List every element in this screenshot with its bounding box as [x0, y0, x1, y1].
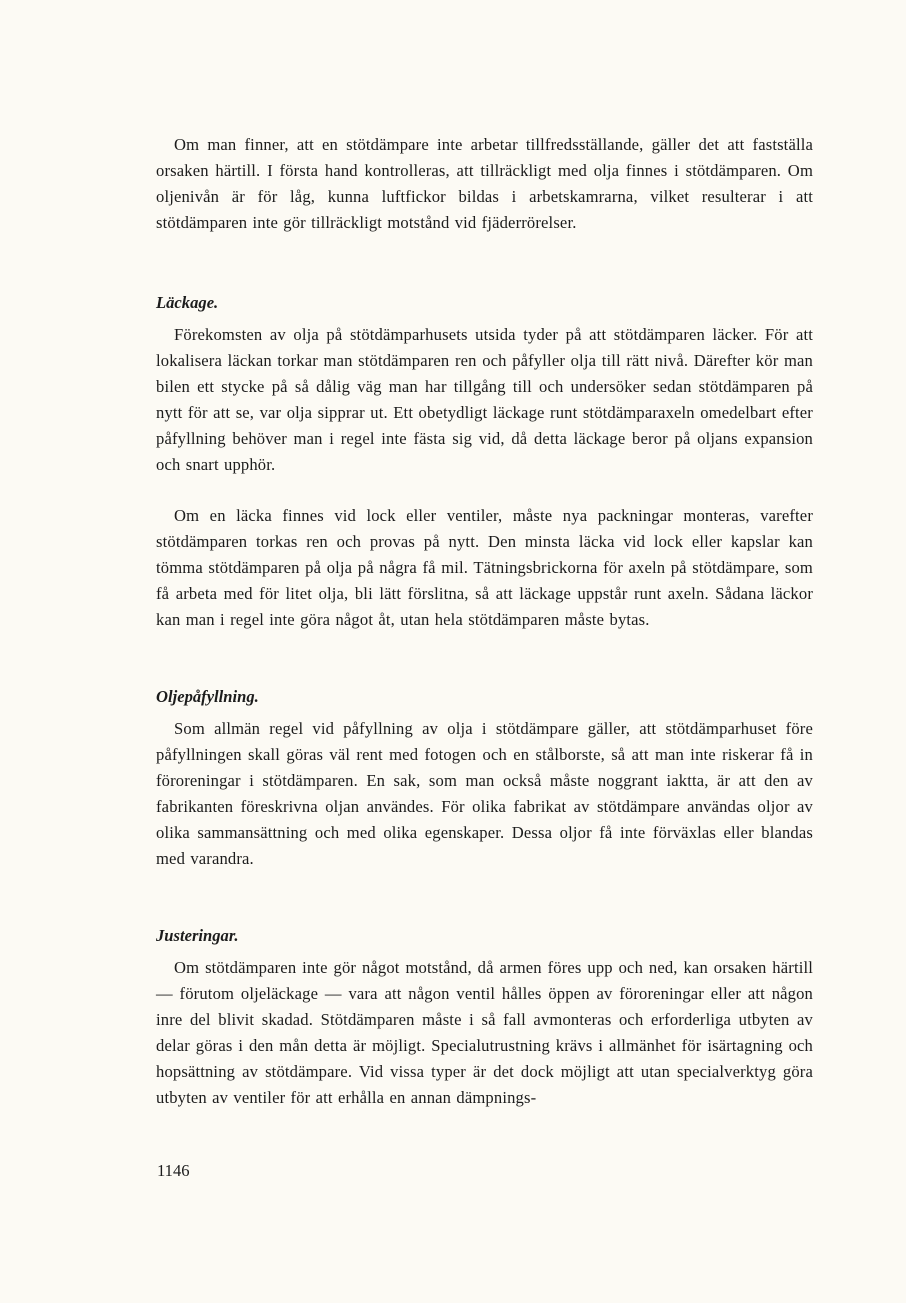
lackage-paragraph-2: Om en läcka finnes vid lock eller ventiler, måste nya packningar monteras, varefter stötdämparen torkas ren och provas på nytt. Den minsta läcka vid lock eller kapslar kan tömma stötdämparen på olja på några få mil. Tätningsbrickorna för axeln på stötdämpare, som få arbeta med för litet olja, bli lätt förslitna, så att läckage uppstår runt axeln. Sådana läckor kan man i regel inte göra något åt, utan hela stötdämparen måste bytas. — [156, 506, 813, 629]
page-number: 1146 — [157, 1161, 190, 1180]
justeringar-paragraph: Om stötdämparen inte gör något motstånd, då armen föres upp och ned, kan orsaken härtill — förutom oljeläckage — vara att någon ventil hålles öppen av föroreningar eller att någon inre del blivit skadad. Stötdämparen måste i så fall avmonteras och erforderliga utbyten av delar göras i den mån detta är möjligt. Specialutrustning krävs i allmänhet för isärtagning och hopsättning av stötdämpare. Vid vissa typer är det dock möjligt att utan specialverktyg göra utbyten av ventiler för att erhålla en annan dämpnings- — [156, 958, 813, 1107]
section-heading-oljepafyllning: Oljepåfyllning. — [156, 687, 259, 706]
oljepafyllning-paragraph: Som allmän regel vid påfyllning av olja i stötdämpare gäller, att stötdämparhuset före påfyllningen skall göras väl rent med fotogen och en stålborste, så att man inte riskerar få in föroreningar i stötdämparen. En sak, som man också måste noggrant iaktta, är att den av fabrikanten föreskrivna oljan användes. För olika fabrikat av stötdämpare användas oljor av olika sammansättning och med olika egenskaper. Dessa oljor få inte förväxlas eller blandas med varandra. — [156, 719, 813, 868]
lackage-paragraph-1: Förekomsten av olja på stötdämparhusets utsida tyder på att stötdämparen läcker. För att lokalisera läckan torkar man stötdämparen ren och påfyller olja till rätt nivå. Därefter kör man bilen ett stycke på så dålig väg man har tillgång till och undersöker sedan stötdämparen på nytt för att se, var olja sipprar ut. Ett obetydligt läckage runt stötdämparaxeln omedelbart efter påfyllning behöver man i regel inte fästa sig vid, då detta läckage beror på oljans expansion och snart upphör. — [156, 325, 813, 474]
intro-paragraph: Om man finner, att en stötdämpare inte arbetar tillfredsställande, gäller det att fastställa orsaken härtill. I första hand kontrolleras, att tillräckligt med olja finnes i stötdämparen. Om oljenivån är för låg, kunna luftfickor bildas i arbetskamrarna, vilket resulterar i att stötdämparen inte gör tillräckligt motstånd vid fjäderrörelser. — [156, 135, 813, 232]
section-heading-lackage: Läckage. — [156, 293, 219, 312]
section-heading-justeringar: Justeringar. — [156, 926, 239, 945]
